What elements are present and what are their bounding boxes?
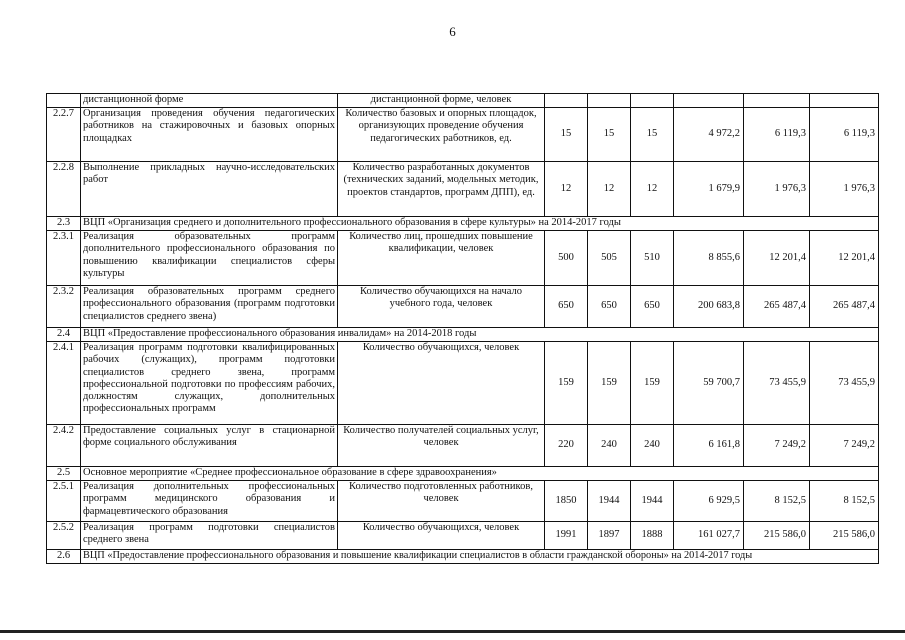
funding-value-3: 12 201,4 bbox=[810, 231, 879, 286]
page-number: 6 bbox=[449, 24, 456, 39]
table-row bbox=[47, 342, 879, 425]
funding-value-3: 73 455,9 bbox=[810, 342, 879, 425]
indicator-value-2: 15 bbox=[588, 108, 631, 162]
section-title: ВЦП «Предоставление профессионального образования инвалидам» на 2014-2018 годы bbox=[81, 328, 879, 342]
funding-value-1: 1 679,9 bbox=[674, 162, 744, 217]
program-table bbox=[46, 93, 879, 564]
activity-name: Реализация образовательных программ дополнительного профессионального образования по повышению квалификации специалистов сферы культуры bbox=[81, 231, 338, 286]
activity-name: Организация проведения обучения педагогических работников на стажировочных и базовых опорных площадках bbox=[81, 108, 338, 162]
activity-name: Реализация программ подготовки квалифицированных рабочих (служащих), программ подготовки специалистов среднего звена, программ профессиональной подготовки по профессиям рабочих, должностям служащих, дополнительных профессиональных программ bbox=[81, 342, 338, 425]
funding-value-1: 59 700,7 bbox=[674, 342, 744, 425]
activity-name: Предоставление социальных услуг в стационарной форме социального обслуживания bbox=[81, 425, 338, 467]
section-number: 2.3 bbox=[47, 217, 81, 231]
indicator-name: Количество базовых и опорных площадок, организующих проведение обучения педагогических работников, ед. bbox=[338, 108, 545, 162]
table-row bbox=[47, 522, 879, 550]
funding-value-1: 8 855,6 bbox=[674, 231, 744, 286]
indicator-value-2: 1944 bbox=[588, 481, 631, 522]
section-number: 2.6 bbox=[47, 550, 81, 564]
table-row bbox=[47, 108, 879, 162]
indicator-value-2: 650 bbox=[588, 286, 631, 328]
activity-name: Выполнение прикладных научно-исследовательских работ bbox=[81, 162, 338, 217]
activity-name: дистанционной форме bbox=[81, 94, 338, 108]
section-number: 2.5 bbox=[47, 467, 81, 481]
indicator-value-3 bbox=[631, 94, 674, 108]
funding-value-1: 161 027,7 bbox=[674, 522, 744, 550]
scan-edge-line bbox=[0, 630, 905, 633]
indicator-value-1: 15 bbox=[545, 108, 588, 162]
indicator-value-2: 159 bbox=[588, 342, 631, 425]
indicator-value-1: 159 bbox=[545, 342, 588, 425]
section-row bbox=[47, 467, 879, 481]
indicator-value-1: 650 bbox=[545, 286, 588, 328]
funding-value-1: 6 161,8 bbox=[674, 425, 744, 467]
row-number: 2.4.2 bbox=[47, 425, 81, 467]
table-row bbox=[47, 94, 879, 108]
section-number: 2.4 bbox=[47, 328, 81, 342]
indicator-value-2: 1897 bbox=[588, 522, 631, 550]
row-number: 2.3.2 bbox=[47, 286, 81, 328]
funding-value-3: 6 119,3 bbox=[810, 108, 879, 162]
section-row bbox=[47, 328, 879, 342]
row-number: 2.5.2 bbox=[47, 522, 81, 550]
row-number: 2.5.1 bbox=[47, 481, 81, 522]
indicator-value-1: 12 bbox=[545, 162, 588, 217]
funding-value-2: 215 586,0 bbox=[744, 522, 810, 550]
funding-value-3 bbox=[810, 94, 879, 108]
section-row bbox=[47, 217, 879, 231]
indicator-name: Количество обучающихся, человек bbox=[338, 342, 545, 425]
activity-name: Реализация программ подготовки специалистов среднего звена bbox=[81, 522, 338, 550]
indicator-value-2: 240 bbox=[588, 425, 631, 467]
funding-value-2: 7 249,2 bbox=[744, 425, 810, 467]
section-title: ВЦП «Предоставление профессионального образования и повышение квалификации специалистов в области гражданской обороны» на 2014-2017 годы bbox=[81, 550, 879, 564]
indicator-name: дистанционной форме, человек bbox=[338, 94, 545, 108]
row-number: 2.2.7 bbox=[47, 108, 81, 162]
indicator-value-3: 1888 bbox=[631, 522, 674, 550]
indicator-name: Количество обучающихся на начало учебного года, человек bbox=[338, 286, 545, 328]
row-number: 2.4.1 bbox=[47, 342, 81, 425]
section-row bbox=[47, 550, 879, 564]
row-number: 2.3.1 bbox=[47, 231, 81, 286]
indicator-value-3: 1944 bbox=[631, 481, 674, 522]
funding-value-2: 73 455,9 bbox=[744, 342, 810, 425]
funding-value-1: 6 929,5 bbox=[674, 481, 744, 522]
activity-name: Реализация образовательных программ среднего профессионального образования (программ подготовки специалистов среднего звена) bbox=[81, 286, 338, 328]
indicator-value-3: 510 bbox=[631, 231, 674, 286]
funding-value-2: 8 152,5 bbox=[744, 481, 810, 522]
indicator-value-2: 505 bbox=[588, 231, 631, 286]
indicator-value-3: 240 bbox=[631, 425, 674, 467]
indicator-name: Количество разработанных документов (технических заданий, модельных методик, проектов стандартов, программ ДПП), ед. bbox=[338, 162, 545, 217]
indicator-value-3: 12 bbox=[631, 162, 674, 217]
indicator-value-3: 650 bbox=[631, 286, 674, 328]
indicator-value-3: 159 bbox=[631, 342, 674, 425]
funding-value-3: 7 249,2 bbox=[810, 425, 879, 467]
indicator-value-1: 220 bbox=[545, 425, 588, 467]
funding-value-2: 12 201,4 bbox=[744, 231, 810, 286]
table-row bbox=[47, 481, 879, 522]
section-title: Основное мероприятие «Среднее профессиональное образование в сфере здравоохранения» bbox=[81, 467, 879, 481]
funding-value-1 bbox=[674, 94, 744, 108]
table-row bbox=[47, 162, 879, 217]
funding-value-3: 1 976,3 bbox=[810, 162, 879, 217]
table-row bbox=[47, 231, 879, 286]
indicator-value-1: 500 bbox=[545, 231, 588, 286]
indicator-name: Количество получателей социальных услуг, человек bbox=[338, 425, 545, 467]
indicator-name: Количество обучающихся, человек bbox=[338, 522, 545, 550]
indicator-name: Количество лиц, прошедших повышение квалификации, человек bbox=[338, 231, 545, 286]
indicator-value-2: 12 bbox=[588, 162, 631, 217]
funding-value-2: 1 976,3 bbox=[744, 162, 810, 217]
table-row bbox=[47, 425, 879, 467]
row-number bbox=[47, 94, 81, 108]
indicator-value-1: 1850 bbox=[545, 481, 588, 522]
funding-value-3: 8 152,5 bbox=[810, 481, 879, 522]
row-number: 2.2.8 bbox=[47, 162, 81, 217]
indicator-value-1 bbox=[545, 94, 588, 108]
funding-value-2: 6 119,3 bbox=[744, 108, 810, 162]
section-title: ВЦП «Организация среднего и дополнительного профессионального образования в сфере культуры» на 2014-2017 годы bbox=[81, 217, 879, 231]
indicator-value-1: 1991 bbox=[545, 522, 588, 550]
activity-name: Реализация дополнительных профессиональных программ медицинского образования и фармацевтического образования bbox=[81, 481, 338, 522]
table-row bbox=[47, 286, 879, 328]
funding-value-1: 200 683,8 bbox=[674, 286, 744, 328]
indicator-name: Количество подготовленных работников, человек bbox=[338, 481, 545, 522]
indicator-value-3: 15 bbox=[631, 108, 674, 162]
funding-value-2: 265 487,4 bbox=[744, 286, 810, 328]
funding-value-1: 4 972,2 bbox=[674, 108, 744, 162]
funding-value-3: 215 586,0 bbox=[810, 522, 879, 550]
funding-value-3: 265 487,4 bbox=[810, 286, 879, 328]
funding-value-2 bbox=[744, 94, 810, 108]
indicator-value-2 bbox=[588, 94, 631, 108]
